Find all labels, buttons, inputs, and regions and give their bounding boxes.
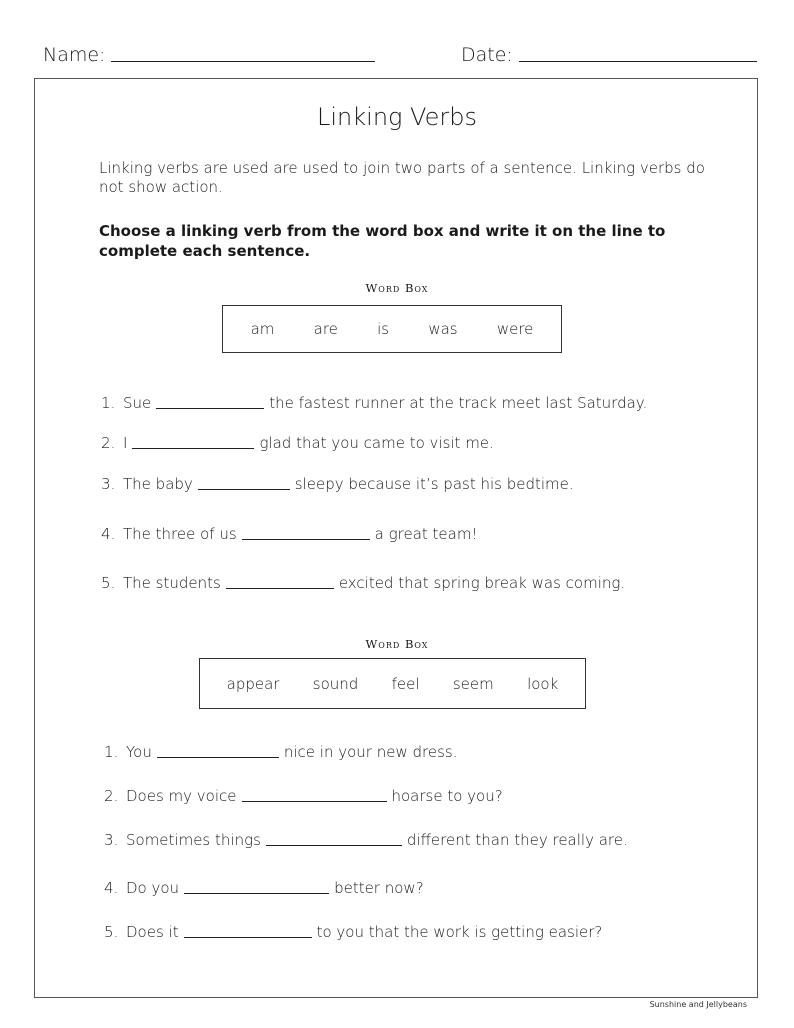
sentence-start: The baby	[123, 475, 193, 493]
sentence-item	[101, 434, 494, 452]
word-box-word: sound	[312, 674, 359, 693]
sentence-end: excited that spring break was coming.	[338, 574, 626, 592]
sentence-end: the fastest runner at the track meet last Saturday.	[269, 394, 648, 412]
name-field[interactable]	[43, 44, 375, 66]
word-box-word: was	[428, 320, 458, 338]
date-blank-line[interactable]	[519, 60, 757, 62]
sentence-end: better now?	[334, 879, 424, 897]
sentence-item	[104, 831, 628, 849]
sentence-item	[104, 743, 457, 761]
sentence-item	[104, 879, 424, 897]
sentence-start: The students	[123, 574, 221, 592]
word-box-word: look	[527, 674, 559, 693]
sentence-item	[101, 394, 647, 412]
word-box-label-1: Word Box	[365, 281, 429, 295]
word-box-word: were	[496, 320, 534, 338]
sentence-start: I	[123, 434, 128, 452]
word-box-1	[222, 305, 562, 353]
item-number: 2.	[104, 787, 119, 805]
intro-text: Linking verbs are used are used to join two parts of a sentence. Linking verbs do not show action.	[99, 159, 705, 196]
answer-blank[interactable]	[242, 538, 370, 540]
sentence-start: Does it	[126, 923, 179, 941]
sentence-item	[101, 475, 574, 493]
answer-blank[interactable]	[132, 447, 254, 449]
sentence-end: a great team!	[374, 525, 478, 543]
item-number: 3.	[101, 475, 116, 493]
sentence-start: You	[126, 743, 152, 761]
answer-blank[interactable]	[242, 800, 387, 802]
sentence-end: to you that the work is getting easier?	[316, 923, 603, 941]
item-number: 1.	[101, 394, 116, 412]
item-number: 4.	[104, 879, 119, 897]
sentence-start: Does my voice	[126, 787, 237, 805]
answer-blank[interactable]	[266, 844, 402, 846]
item-number: 3.	[104, 831, 119, 849]
item-number: 2.	[101, 434, 116, 452]
sentence-end: glad that you came to visit me.	[259, 434, 494, 452]
footer-credit: Sunshine and Jellybeans	[649, 1000, 747, 1009]
sentence-item	[104, 787, 503, 805]
word-box-label-2: Word Box	[365, 637, 429, 651]
sentence-start: Sometimes things	[126, 831, 261, 849]
answer-blank[interactable]	[156, 407, 264, 409]
date-label: Date:	[461, 44, 513, 66]
answer-blank[interactable]	[226, 587, 334, 589]
instructions-text: Choose a linking verb from the word box and write it on the line to complete each sentence.	[99, 222, 666, 260]
answer-blank[interactable]	[184, 892, 329, 894]
sentence-item	[104, 923, 602, 941]
sentence-start: Do you	[126, 879, 180, 897]
word-box-word: are	[313, 320, 338, 338]
sentence-end: different than they really are.	[406, 831, 628, 849]
item-number: 5.	[104, 923, 119, 941]
sentence-end: hoarse to you?	[391, 787, 503, 805]
item-number: 1.	[104, 743, 119, 761]
word-box-word: appear	[226, 674, 280, 693]
worksheet-title: Linking Verbs	[317, 103, 477, 131]
date-field[interactable]	[461, 44, 757, 66]
word-box-word: is	[377, 320, 390, 338]
name-blank-line[interactable]	[111, 60, 375, 62]
sentence-item	[101, 525, 477, 543]
sentence-start: The three of us	[123, 525, 237, 543]
sentence-item	[101, 574, 625, 592]
item-number: 5.	[101, 574, 116, 592]
sentence-end: sleepy because it’s past his bedtime.	[294, 475, 574, 493]
answer-blank[interactable]	[184, 936, 312, 938]
item-number: 4.	[101, 525, 116, 543]
word-box-word: am	[250, 320, 275, 338]
sentence-end: nice in your new dress.	[283, 743, 458, 761]
word-box-word: feel	[391, 674, 420, 693]
answer-blank[interactable]	[198, 488, 290, 490]
name-label: Name:	[43, 44, 106, 66]
word-box-2	[199, 658, 586, 709]
word-box-word: seem	[452, 674, 494, 693]
answer-blank[interactable]	[157, 756, 279, 758]
sentence-start: Sue	[123, 394, 152, 412]
